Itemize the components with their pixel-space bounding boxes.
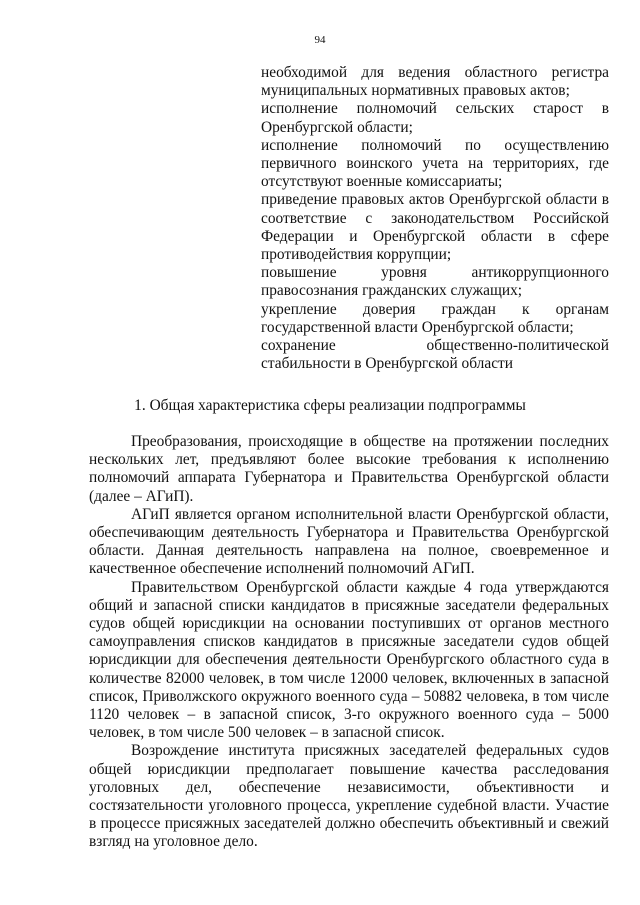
section-body (89, 433, 609, 852)
objective-item: сохранение общественно-политической стабильности в Оренбургской области (261, 337, 609, 373)
section-heading: 1. Общая характеристика сферы реализации подпрограммы (134, 397, 526, 414)
objective-item: исполнение полномочий сельских старост в Оренбургской области; (261, 100, 609, 136)
body-paragraph: Преобразования, происходящие в обществе на протяжении последних нескольких лет, предъявляют более высокие требования к исполнению полномочий аппарата Губернатора и Правительства Оренбургской области (далее – АГиП). (89, 433, 609, 505)
objectives-list (261, 64, 609, 373)
objective-item: повышение уровня антикоррупционного правосознания гражданских служащих; (261, 264, 609, 300)
objective-item: исполнение полномочий по осуществлению первичного воинского учета на территориях, где отсутствуют военные комиссариаты; (261, 136, 609, 191)
objective-item: укрепление доверия граждан к органам государственной власти Оренбургской области; (261, 300, 609, 336)
page-number: 94 (314, 34, 326, 46)
body-paragraph: Правительством Оренбургской области каждые 4 года утверждаются общий и запасной списки кандидатов в присяжные заседатели федеральных судов общей юрисдикции на основании поступивших от органов местного самоуправления списков кандидатов в присяжные заседатели судов общей юрисдикции для обеспечения деятельности Оренбургского областного суда в количестве 82000 человек, в том числе 12000 человек, включенных в запасной список, Приволжского окружного военного суда – 50882 человека, в том числе 1120 человек – в запасной список, 3-го окружного военного суда – 5000 человек, в том числе 500 человек – в запасной список. (89, 578, 609, 742)
body-paragraph: АГиП является органом исполнительной власти Оренбургской области, обеспечивающим деятельность Губернатора и Правительства Оренбургской области. Данная деятельность направлена на полное, своевременное и качественное обеспечение исполнений полномочий АГиП. (89, 505, 609, 578)
objective-item: необходимой для ведения областного регистра муниципальных нормативных правовых актов; (261, 64, 609, 100)
body-paragraph: Возрождение института присяжных заседателей федеральных судов общей юрисдикции предполагает повышение качества расследования уголовных дел, обеспечение независимости, объективности и состязательности уголовного процесса, укрепление судебной власти. Участие в процессе присяжных заседателей должно обеспечить объективный и свежий взгляд на уголовное дело. (89, 742, 609, 851)
objective-item: приведение правовых актов Оренбургской области в соответствие с законодательством Российской Федерации и Оренбургской области в сфере противодействия коррупции; (261, 191, 609, 264)
